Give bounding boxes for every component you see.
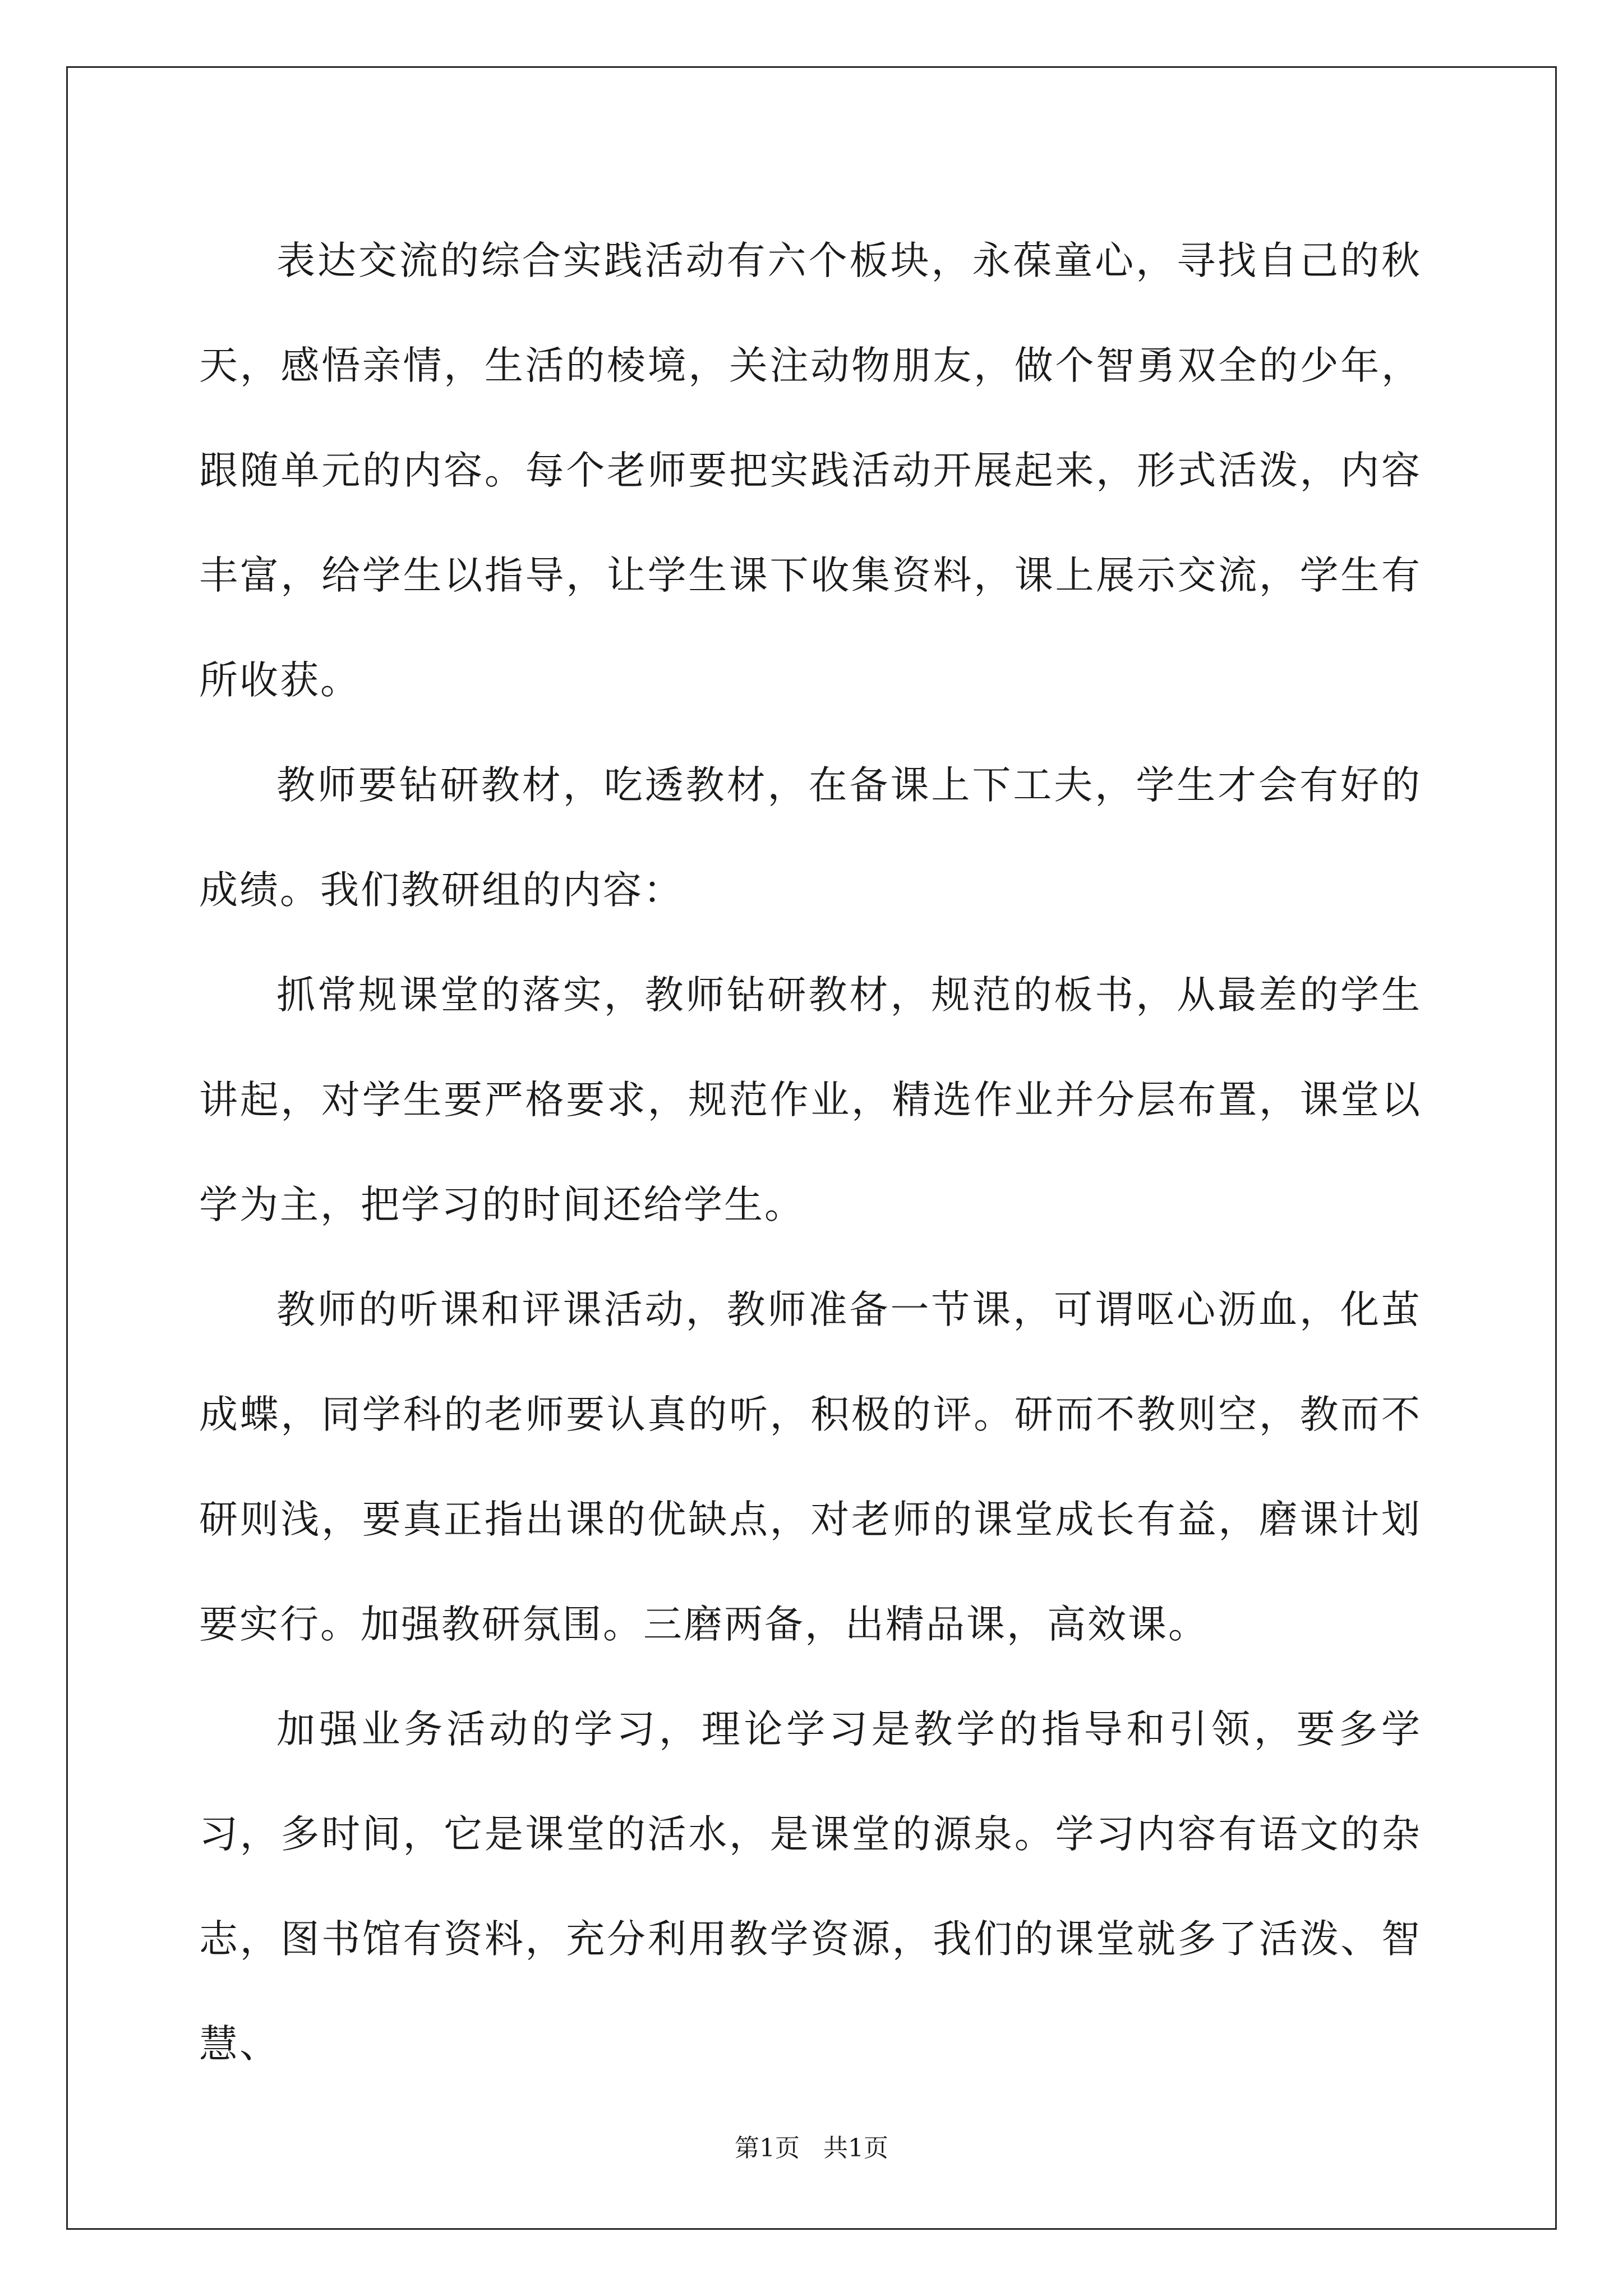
- document-body: [199, 209, 1422, 2097]
- paragraph-2: 教师要钻研教材，吃透教材，在备课上下工夫，学生才会有好的成绩。我们教研组的内容：: [199, 763, 1422, 913]
- paragraph-1: 表达交流的综合实践活动有六个板块，永葆童心，寻找自己的秋天，感悟亲情，生活的棱境，关注动物朋友，做个智勇双全的少年，跟随单元的内容。每个老师要把实践活动开展起来，形式活泼，内容丰富，给学生以指导，让学生课下收集资料，课上展示交流，学生有所收获。: [199, 238, 1422, 703]
- page-number-label: 第1页 共1页: [735, 2134, 888, 2162]
- paragraph-5: 加强业务活动的学习，理论学习是教学的指导和引领，要多学习，多时间，它是课堂的活水，是课堂的源泉。学习内容有语文的杂志，图书馆有资料，充分利用教学资源，我们的课堂就多了活泼、智慧、: [199, 1707, 1422, 2067]
- page-footer: [0, 2128, 1623, 2164]
- paragraph-3: 抓常规课堂的落实，教师钻研教材，规范的板书，从最差的学生讲起，对学生要严格要求，规范作业，精选作业并分层布置，课堂以学为主，把学习的时间还给学生。: [199, 973, 1422, 1227]
- paragraph-4: 教师的听课和评课活动，教师准备一节课，可谓呕心沥血，化茧成蝶，同学科的老师要认真的听，积极的评。研而不教则空，教而不研则浅，要真正指出课的优缺点，对老师的课堂成长有益，磨课计划要实行。加强教研氛围。三磨两备，出精品课，高效课。: [199, 1287, 1422, 1647]
